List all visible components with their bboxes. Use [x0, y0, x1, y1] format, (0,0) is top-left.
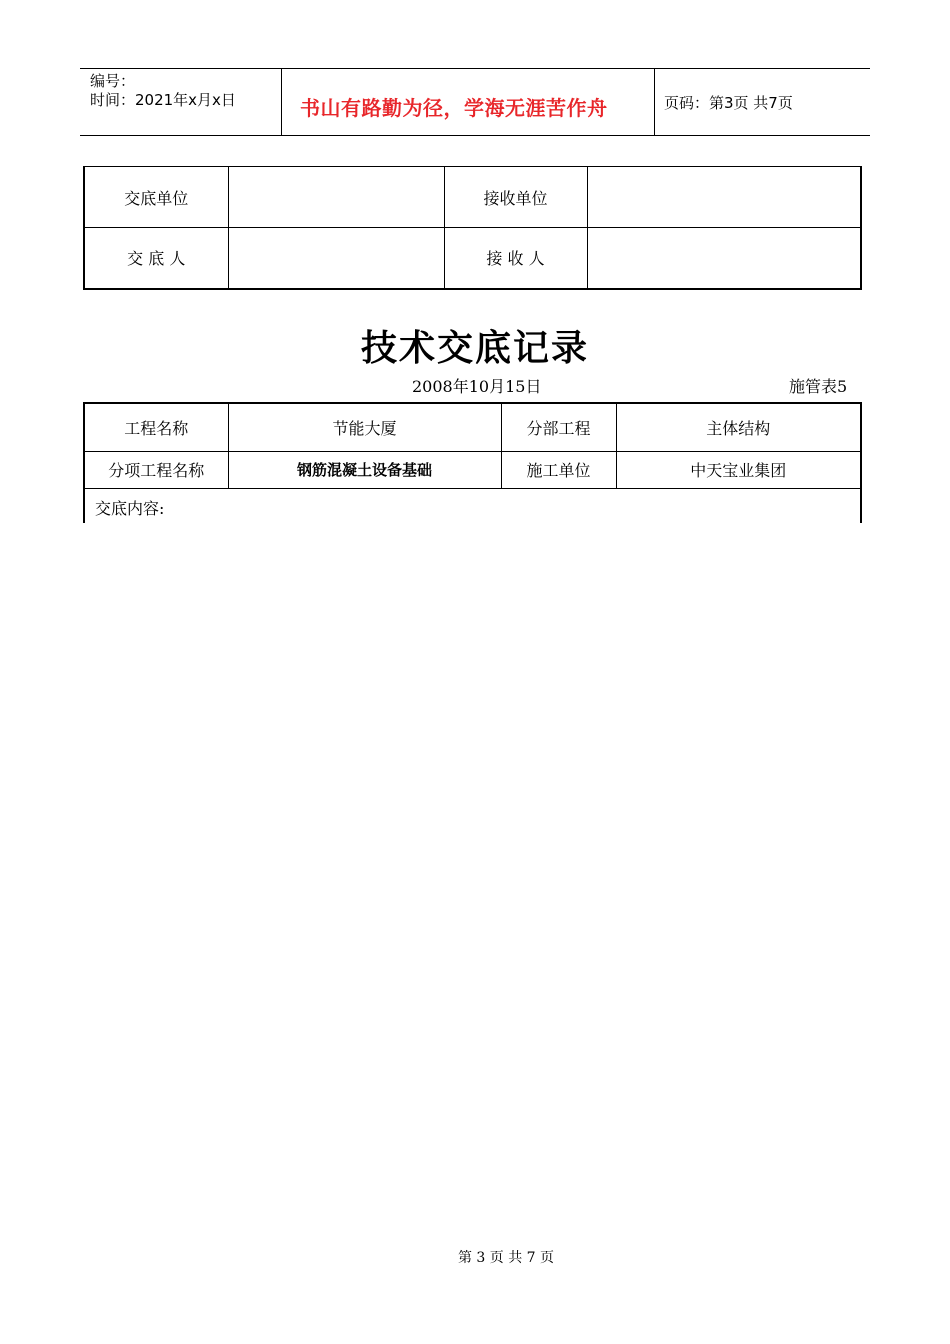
- receiving-unit-label: 接收单位: [444, 167, 587, 228]
- serial-number-label: 编号：: [90, 72, 136, 90]
- receiving-person-value[interactable]: [587, 228, 861, 289]
- header-page-info: 页码：第3页 共7页: [664, 94, 793, 112]
- table-row: [84, 167, 861, 228]
- contractor-label: 施工单位: [501, 451, 616, 488]
- time-label: 时间：2021年x月x日: [90, 91, 236, 109]
- header-divider-1: [281, 68, 282, 136]
- handover-person-label: 交 底 人: [84, 228, 228, 289]
- sub-project-label: 分部工程: [501, 403, 616, 451]
- page-footer: 第 3 页 共 7 页: [457, 1250, 555, 1266]
- handover-person-value[interactable]: [228, 228, 444, 289]
- header-bottom-rule: [80, 135, 870, 136]
- header-top-rule: [80, 68, 870, 69]
- receiving-unit-value[interactable]: [587, 167, 861, 228]
- receiving-person-label: 接 收 人: [444, 228, 587, 289]
- project-name-value: 节能大厦: [228, 403, 501, 451]
- table-row: [84, 403, 861, 451]
- handover-content-label: 交底内容:: [95, 499, 165, 518]
- handover-table: [83, 166, 862, 290]
- table-row: [84, 228, 861, 289]
- handover-unit-value[interactable]: [228, 167, 444, 228]
- handover-unit-label: 交底单位: [84, 167, 228, 228]
- handover-content-box: [83, 487, 862, 523]
- table-row: [84, 451, 861, 488]
- sub-project-value: 主体结构: [616, 403, 861, 451]
- document-date: 2008年10月15日: [412, 377, 542, 396]
- header-motto: 书山有路勤为径，学海无涯苦作舟: [300, 96, 608, 120]
- contractor-value: 中天宝业集团: [616, 451, 861, 488]
- document-title: 技术交底记录: [360, 328, 589, 369]
- item-name-label: 分项工程名称: [84, 451, 228, 488]
- form-number: 施管表5: [789, 377, 848, 396]
- header-divider-2: [654, 68, 655, 136]
- project-name-label: 工程名称: [84, 403, 228, 451]
- item-name-value: 钢筋混凝土设备基础: [228, 451, 501, 488]
- project-info-table: [83, 402, 862, 489]
